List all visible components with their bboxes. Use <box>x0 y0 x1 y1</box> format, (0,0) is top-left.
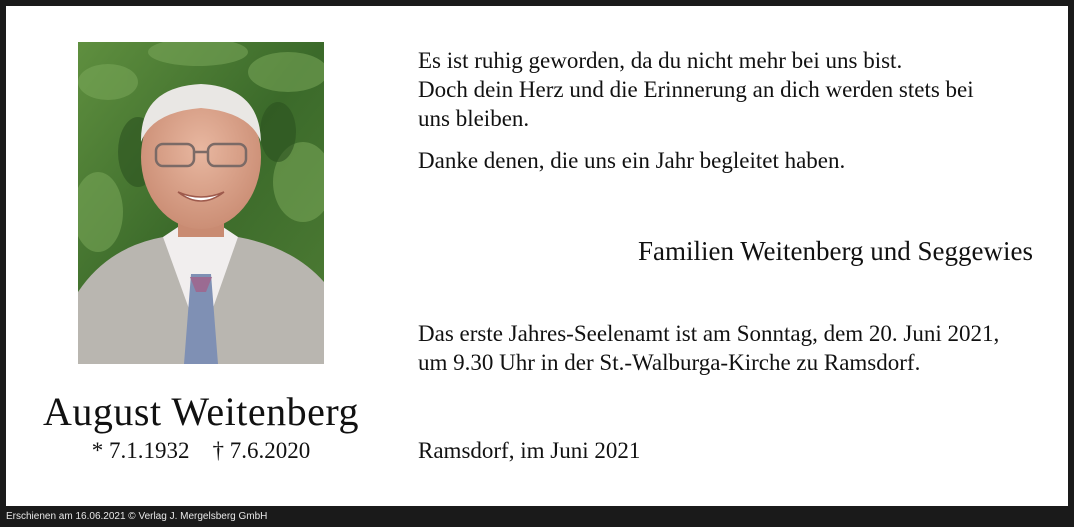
mass-line: um 9.30 Uhr in der St.-Walburga-Kirche zu Ramsdorf. <box>418 350 921 375</box>
poem-stanza <box>418 46 1038 133</box>
mass-line: Das erste Jahres-Seelenamt ist am Sonntag, dem 20. Juni 2021, <box>418 321 1000 346</box>
family-signature: Familien Weitenberg und Seggewies <box>637 236 1033 266</box>
poem-line: Es ist ruhig geworden, da du nicht mehr bei uns bist. <box>418 48 903 73</box>
deceased-name: August Weitenberg <box>43 389 359 434</box>
poem-line: uns bleiben. <box>418 106 530 131</box>
obituary-card <box>6 6 1068 506</box>
portrait-image <box>78 42 324 364</box>
memorial-mass-notice <box>418 319 1038 377</box>
place-date: Ramsdorf, im Juni 2021 <box>418 438 641 463</box>
thanks-text: Danke denen, die uns ein Jahr begleitet haben. <box>418 148 846 173</box>
publication-footer: Erschienen am 16.06.2021 © Verlag J. Mergelsberg GmbH <box>6 511 268 522</box>
memorial-poem <box>418 46 1038 175</box>
portrait-photo <box>78 42 324 364</box>
life-dates: * 7.1.1932 † 7.6.2020 <box>91 438 311 463</box>
poem-line: Doch dein Herz und die Erinnerung an dich werden stets bei <box>418 77 974 102</box>
